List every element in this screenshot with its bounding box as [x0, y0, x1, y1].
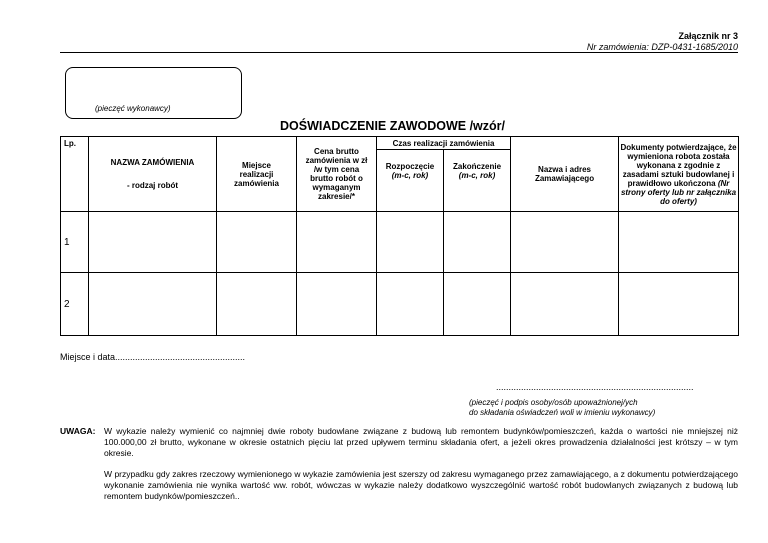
price-cell[interactable]	[297, 212, 377, 273]
col-name-header	[89, 137, 217, 212]
signature-caption-2: do składania oświadczeń woli w imieniu wykonawcy)	[469, 408, 656, 417]
client-cell[interactable]	[511, 212, 619, 273]
col-docs-header	[619, 137, 739, 212]
col-docs-italic: (Nr strony oferty lub nr załącznika do oferty)	[620, 178, 737, 206]
col-price-header: Cena brutto zamówienia w zł /w tym cena brutto robót o wymaganym zakresie/*	[297, 137, 377, 212]
note-paragraph-1: W wykazie należy wymienić co najmniej dwie roboty budowlane związane z budową lub remontem budynków/pomieszczeń, każda o wartości nie mniejszej niż 100.000,00 zł brutto, wykonane w okresie ostatnich pięciu lat przed upływem terminu składania ofert, a jeżeli okres prowadzenia działalności jest krótszy – w tym okresie.	[104, 426, 738, 458]
signature-caption-1: (pieczęć i podpis osoby/osób upoważnionej/ych	[469, 398, 638, 407]
col-end-label: Zakończenie	[453, 161, 502, 171]
col-end-sublabel: (m-c, rok)	[458, 170, 496, 180]
col-place-header: Miejsce realizacji zamówienia	[217, 137, 297, 212]
start-cell[interactable]	[377, 212, 444, 273]
header-divider	[60, 52, 738, 53]
place-and-date: Miejsce i data....................................................	[60, 352, 246, 362]
price-cell[interactable]	[297, 273, 377, 336]
experience-table	[60, 136, 739, 336]
col-end-header	[444, 150, 511, 212]
col-docs-label: Dokumenty potwierdzające, że wymieniona robota została wykonana z zgodnie z zasadami sztuki budowlanej i prawidłowo ukończona	[620, 142, 737, 188]
place-cell[interactable]	[217, 273, 297, 336]
docs-cell[interactable]	[619, 212, 739, 273]
note-label: UWAGA:	[60, 426, 96, 436]
note-paragraph-2: W przypadku gdy zakres rzeczowy wymienionego w wykazie zamówienia jest szerszy od zakresu wymaganego przez zamawiającego, a z dokumentu potwierdzającego wykonanie zamówienia nie wynika wartość ww. robót, wówczas w wykazie należy dodatkowo wyszczególnić wartość robót budowlanych związanych z budową lub remontem budynków/pomieszczeń..	[104, 469, 738, 501]
start-cell[interactable]	[377, 273, 444, 336]
contractor-stamp-label: (pieczęć wykonawcy)	[95, 104, 171, 113]
row-number: 2	[61, 273, 89, 336]
col-start-label: Rozpoczęcie	[385, 161, 435, 171]
order-number: Nr zamówienia: DZP-0431-1685/2010	[586, 42, 738, 52]
docs-cell[interactable]	[619, 273, 739, 336]
col-lp-header: Lp.	[61, 137, 89, 212]
end-cell[interactable]	[444, 212, 511, 273]
col-start-header	[377, 150, 444, 212]
client-cell[interactable]	[511, 273, 619, 336]
table-row	[61, 273, 739, 336]
table-row	[61, 212, 739, 273]
end-cell[interactable]	[444, 273, 511, 336]
place-cell[interactable]	[217, 212, 297, 273]
col-time-header: Czas realizacji zamówienia	[377, 137, 511, 150]
col-start-sublabel: (m-c, rok)	[391, 170, 429, 180]
col-name-sublabel: - rodzaj robót	[126, 181, 179, 190]
page-title: DOŚWIADCZENIE ZAWODOWE /wzór/	[280, 119, 505, 133]
name-cell[interactable]	[89, 212, 217, 273]
name-cell[interactable]	[89, 273, 217, 336]
col-client-header: Nazwa i adres Zamawiającego	[511, 137, 619, 212]
signature-line: ...............................................................................	[496, 382, 694, 392]
attachment-label: Załącznik nr 3	[678, 31, 738, 41]
table-header-row	[61, 137, 739, 150]
row-number: 1	[61, 212, 89, 273]
col-name-label: NAZWA ZAMÓWIENIA	[110, 158, 195, 167]
